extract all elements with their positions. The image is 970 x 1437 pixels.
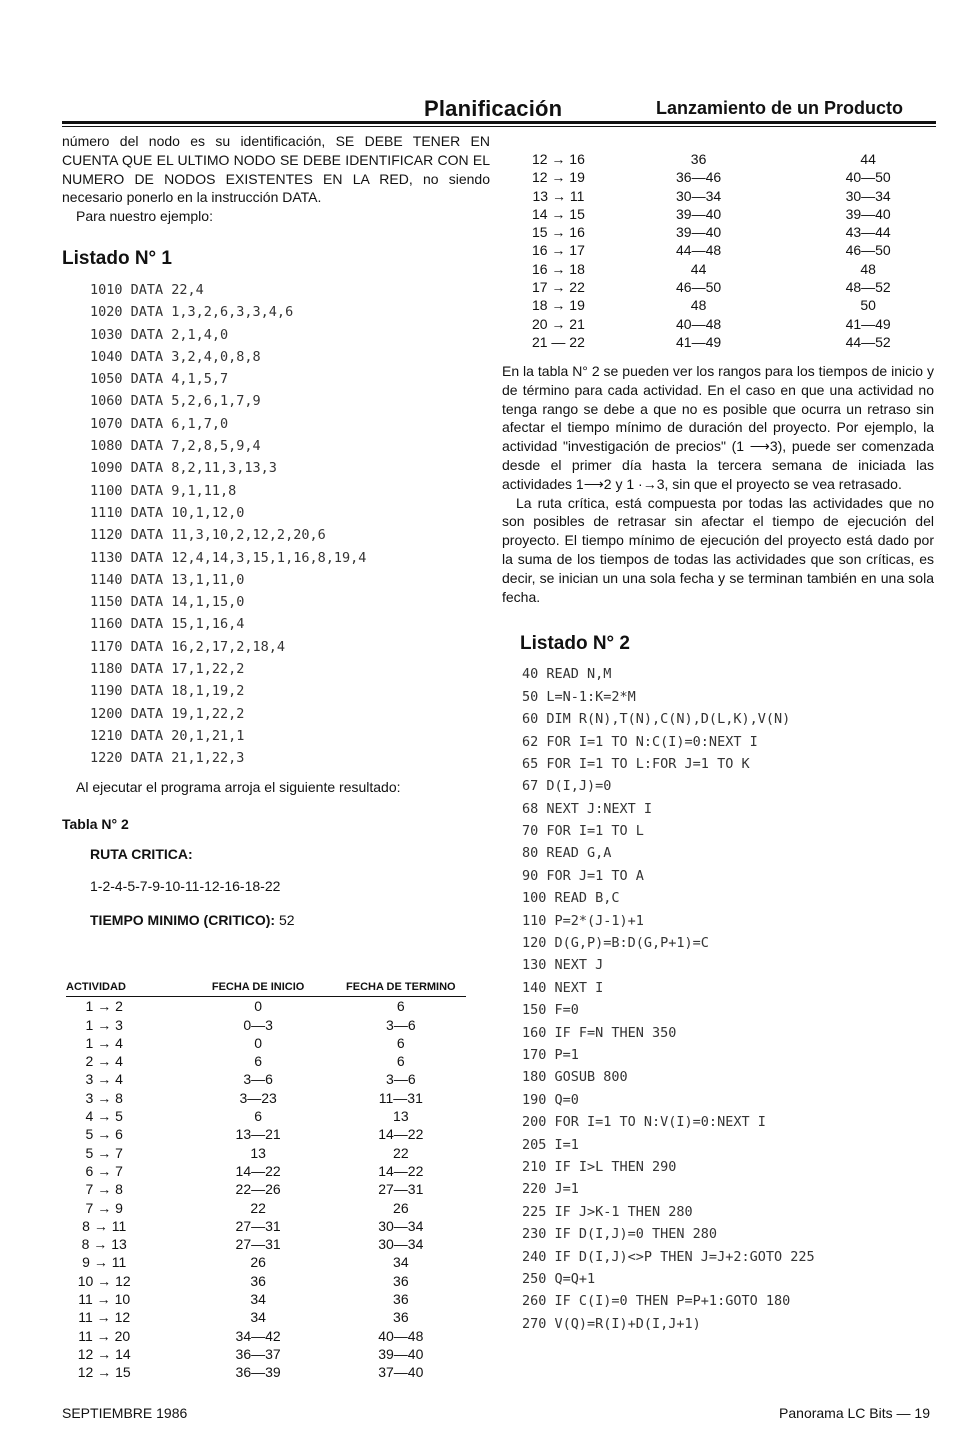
cell-gap: [142, 1144, 203, 1162]
ruta-critica-label: RUTA CRITICA:: [90, 846, 193, 863]
cell-actividad: 18 → 19: [531, 297, 585, 314]
cell-gap: [597, 223, 631, 241]
cell-fecha-inicio: 39—40: [676, 224, 722, 241]
cell-fecha-termino: 3—6: [386, 1016, 416, 1033]
cell-gap: [142, 1345, 203, 1363]
table-header-row: [66, 978, 466, 997]
code-line: 1120 DATA 11,3,10,2,12,2,20,6: [90, 527, 326, 544]
header-rule: [62, 121, 936, 124]
table-row: [520, 296, 936, 314]
cell-fecha-termino: 14—22: [378, 1126, 424, 1143]
cell-gap: [142, 997, 203, 1016]
cell-gap: [766, 333, 800, 351]
table-row: [66, 1199, 466, 1217]
cell-gap: [597, 187, 631, 205]
code-line: 1150 DATA 14,1,15,0: [90, 594, 245, 611]
cell-actividad: 12 → 16: [531, 151, 585, 167]
table-row: [66, 1125, 466, 1143]
cell-gap: [142, 1199, 203, 1217]
cell-gap: [313, 1144, 335, 1162]
cell-gap: [313, 1016, 335, 1034]
cell-gap: [766, 315, 800, 333]
cell-actividad: 1 → 3: [85, 1016, 123, 1033]
cell-fecha-termino: 44—52: [845, 333, 891, 350]
table-row: [66, 997, 466, 1016]
table-row: [66, 1235, 466, 1253]
header-actividad: ACTIVIDAD: [66, 978, 142, 997]
cell-actividad: 2 → 4: [85, 1053, 123, 1070]
code-line: 62 FOR I=1 TO N:C(I)=0:NEXT I: [522, 733, 758, 750]
code-line: 225 IF J>K-1 THEN 280: [522, 1203, 693, 1220]
table-row: [66, 1180, 466, 1198]
cell-gap: [142, 1016, 203, 1034]
cell-gap: [313, 1180, 335, 1198]
table-row: [66, 1363, 466, 1381]
cell-fecha-termino: 11—31: [378, 1089, 423, 1106]
code-line: 1160 DATA 15,1,16,4: [90, 616, 245, 633]
cell-actividad: 8 → 13: [81, 1236, 127, 1253]
cell-gap: [313, 1052, 335, 1070]
cell-actividad: 12 → 19: [531, 169, 585, 186]
cell-actividad: 3 → 8: [85, 1089, 123, 1106]
cell-fecha-inicio: 22: [250, 1199, 266, 1216]
cell-fecha-termino: 30—34: [845, 187, 891, 204]
table-row: [66, 1144, 466, 1162]
cell-fecha-inicio: 41—49: [676, 333, 722, 350]
cell-fecha-inicio: 36: [690, 151, 707, 167]
cell-gap: [313, 1125, 335, 1143]
table-row: [520, 150, 936, 168]
footer-date: SEPTIEMBRE 1986: [62, 1405, 188, 1421]
cell-gap: [766, 241, 800, 259]
table-row: [520, 260, 936, 278]
table-row: [66, 1107, 466, 1125]
ruta-critica-value: 1-2-4-5-7-9-10-11-12-16-18-22: [90, 878, 281, 895]
code-line: 1190 DATA 18,1,19,2: [90, 683, 245, 700]
cell-actividad: 13 → 11: [532, 187, 585, 204]
cell-fecha-termino: 26: [393, 1199, 409, 1216]
code-line: 1010 DATA 22,4: [90, 281, 204, 298]
cell-fecha-inicio: 36—39: [235, 1364, 281, 1381]
code-line: 1020 DATA 1,3,2,6,3,3,4,6: [90, 304, 294, 321]
cell-fecha-inicio: 34: [250, 1309, 266, 1326]
table-row: [520, 241, 936, 259]
cell-gap: [142, 1070, 203, 1088]
cell-actividad: 11 → 12: [78, 1309, 131, 1326]
code-line: 1100 DATA 9,1,11,8: [90, 482, 237, 499]
cell-actividad: 4 → 5: [85, 1108, 123, 1125]
cell-actividad: 6 → 7: [85, 1162, 123, 1179]
cell-actividad: 5 → 6: [85, 1126, 123, 1143]
cell-gap: [313, 1235, 335, 1253]
cell-gap: [142, 1089, 203, 1107]
cell-gap: [313, 1070, 335, 1088]
cell-actividad: 20 → 21: [531, 315, 585, 332]
code-line: 130 NEXT J: [522, 957, 604, 974]
code-line: 1180 DATA 17,1,22,2: [90, 661, 245, 678]
cell-fecha-termino: 40—50: [845, 169, 891, 186]
code-line: 1200 DATA 19,1,22,2: [90, 705, 245, 722]
cell-gap: [313, 1217, 335, 1235]
listing-1: [90, 279, 490, 770]
section-title: Planificación: [424, 96, 563, 121]
explanation-paragraph-2: La ruta crítica, está compuesta por todas las actividades que no son posibles de retrasar sin afectar el tiempo de ejecución del proyecto. El tiempo mínimo de ejecución del proyecto está dado por la suma de los tiempos de todas las actividades que son críticas, es decir, se inician un una sola fecha y se terminan también en una sola fecha.: [502, 494, 934, 605]
cell-gap: [597, 296, 631, 314]
listing-2: [522, 663, 934, 1335]
cell-fecha-termino: 46—50: [845, 242, 891, 259]
code-line: 1220 DATA 21,1,22,3: [90, 750, 245, 767]
cell-fecha-inicio: 3—6: [243, 1071, 273, 1088]
cell-actividad: 7 → 8: [85, 1181, 123, 1198]
activity-table-continued-body: [520, 150, 936, 351]
table-row: [66, 1253, 466, 1271]
cell-actividad: 7 → 9: [85, 1199, 123, 1216]
cell-gap: [142, 1363, 203, 1381]
right-column: [502, 362, 934, 1335]
code-line: 190 Q=0: [522, 1091, 579, 1108]
table-row: [66, 1272, 466, 1290]
cell-gap: [313, 1089, 335, 1107]
header-fecha-inicio: FECHA DE INICIO: [203, 978, 313, 997]
cell-gap: [313, 1363, 335, 1381]
cell-gap: [142, 1290, 203, 1308]
table-row: [520, 187, 936, 205]
cell-fecha-inicio: 13: [250, 1144, 266, 1161]
cell-fecha-inicio: 36: [250, 1272, 266, 1289]
table-row: [66, 1345, 466, 1363]
cell-gap: [142, 1107, 203, 1125]
cell-fecha-inicio: 30—34: [676, 187, 722, 204]
cell-gap: [142, 1180, 203, 1198]
code-line: 230 IF D(I,J)=0 THEN 280: [522, 1226, 718, 1243]
cell-fecha-termino: 36: [393, 1309, 409, 1326]
table-row: [66, 1089, 466, 1107]
cell-gap: [142, 1034, 203, 1052]
code-line: 150 F=0: [522, 1002, 579, 1019]
code-line: 180 GOSUB 800: [522, 1069, 628, 1086]
cell-actividad: 3 → 4: [85, 1071, 123, 1088]
table-row: [520, 223, 936, 241]
cell-gap: [766, 278, 800, 296]
table-row: [66, 1290, 466, 1308]
code-line: 205 I=1: [522, 1136, 579, 1153]
activity-table-body: [66, 997, 466, 1382]
cell-actividad: 21 — 22: [531, 333, 585, 350]
cell-gap: [313, 1107, 335, 1125]
cell-fecha-inicio: 34: [250, 1291, 266, 1308]
cell-fecha-inicio: 27—31: [235, 1236, 281, 1253]
cell-fecha-termino: 50: [860, 297, 876, 314]
cell-fecha-inicio: 44: [690, 260, 707, 277]
cell-fecha-termino: 40—48: [378, 1327, 424, 1344]
cell-actividad: 1 → 2: [85, 998, 123, 1015]
cell-fecha-termino: 27—31: [378, 1181, 424, 1198]
left-column: [62, 132, 490, 928]
cell-fecha-termino: 48—52: [845, 279, 891, 296]
explanation-paragraph-1: En la tabla N° 2 se pueden ver los rangos para los tiempos de inicio y de término para cada actividad. En el caso en que una actividad no tenga rango se debe a que no es posible que ocurra un retraso sin afectar el tiempo mínimo de duración del proyecto. Por ejemplo, la actividad "investigación de precios" (1 ⟶3), puede ser comenzada desde el primer día hasta la tercera semana de iniciada las actividades 1⟶2 y 1 ·→3, sin que el proyecto se vea retrasado.: [502, 363, 934, 492]
listing-1-title: Listado N° 1: [62, 247, 173, 269]
cell-gap: [597, 278, 631, 296]
cell-actividad: 17 → 22: [531, 279, 585, 296]
cell-gap: [142, 1308, 203, 1326]
cell-actividad: 11 → 10: [78, 1291, 131, 1308]
cell-fecha-termino: 39—40: [378, 1345, 424, 1362]
cell-actividad: 9 → 11: [82, 1254, 127, 1271]
code-line: 250 Q=Q+1: [522, 1270, 596, 1287]
code-line: 240 IF D(I,J)<>P THEN J=J+2:GOTO 225: [522, 1248, 815, 1265]
cell-fecha-inicio: 44—48: [676, 242, 722, 259]
cell-fecha-inicio: 36—46: [676, 169, 722, 186]
cell-fecha-termino: 44: [860, 151, 876, 167]
cell-actividad: 12 → 15: [77, 1364, 131, 1381]
cell-gap: [597, 205, 631, 223]
cell-fecha-termino: 6: [396, 1034, 405, 1051]
intro-paragraph: número del nodo es su identificación, SE DEBE TENER EN CUENTA QUE EL ULTIMO NODO SE DEBE IDENTIFICAR CON EL NUMERO DE NODOS EXISTENTES EN LA RED, no siendo necesario ponerlo en la instrucción DATA.: [62, 133, 490, 206]
cell-gap: [142, 1052, 203, 1070]
cell-gap: [313, 1272, 335, 1290]
code-line: 1110 DATA 10,1,12,0: [90, 504, 245, 521]
cell-fecha-termino: 6: [396, 998, 405, 1015]
header-fecha-termino: FECHA DE TERMINO: [336, 978, 466, 997]
code-line: 1140 DATA 13,1,11,0: [90, 571, 245, 588]
table-row: [66, 1162, 466, 1180]
code-line: 1170 DATA 16,2,17,2,18,4: [90, 638, 286, 655]
cell-gap: [766, 223, 800, 241]
code-line: 90 FOR J=1 TO A: [522, 867, 644, 884]
cell-fecha-termino: 14—22: [378, 1162, 424, 1179]
cell-fecha-termino: 13: [393, 1108, 409, 1125]
code-line: 210 IF I>L THEN 290: [522, 1158, 677, 1175]
cell-fecha-termino: 34: [393, 1254, 409, 1271]
header-gap: [142, 978, 203, 997]
code-line: 1070 DATA 6,1,7,0: [90, 415, 229, 432]
cell-gap: [313, 1253, 335, 1271]
cell-gap: [766, 205, 800, 223]
tiempo-minimo: [90, 912, 490, 928]
cell-fecha-inicio: 0: [254, 998, 263, 1015]
code-line: 1050 DATA 4,1,5,7: [90, 371, 229, 388]
cell-actividad: 11 → 20: [78, 1327, 131, 1344]
code-line: 40 READ N,M: [522, 666, 612, 683]
code-line: 67 D(I,J)=0: [522, 778, 612, 795]
cell-fecha-inicio: 26: [250, 1254, 266, 1271]
cell-gap: [597, 241, 631, 259]
cell-actividad: 5 → 7: [85, 1144, 123, 1161]
code-line: 260 IF C(I)=0 THEN P=P+1:GOTO 180: [522, 1293, 791, 1310]
header-rule-thin: [62, 126, 936, 127]
cell-fecha-termino: 6: [396, 1053, 405, 1070]
cell-fecha-termino: 30—34: [378, 1236, 424, 1253]
cell-fecha-termino: 43—44: [845, 224, 891, 241]
cell-fecha-inicio: 36—37: [235, 1345, 281, 1362]
cell-fecha-termino: 41—49: [845, 315, 891, 332]
table-row: [66, 1308, 466, 1326]
cell-gap: [142, 1125, 203, 1143]
cell-actividad: 12 → 14: [77, 1345, 131, 1362]
cell-gap: [597, 315, 631, 333]
cell-fecha-termino: 3—6: [386, 1071, 416, 1088]
code-line: 1130 DATA 12,4,14,3,15,1,16,8,19,4: [90, 549, 367, 566]
cell-actividad: 1 → 4: [85, 1034, 123, 1051]
cell-gap: [313, 1327, 335, 1345]
cell-gap: [766, 187, 800, 205]
table-row: [520, 278, 936, 296]
activity-table: [66, 978, 466, 1382]
code-line: 1030 DATA 2,1,4,0: [90, 326, 229, 343]
cell-gap: [313, 1162, 335, 1180]
cell-actividad: 14 → 15: [531, 205, 585, 222]
cell-gap: [142, 1235, 203, 1253]
code-line: 220 J=1: [522, 1181, 579, 1198]
code-line: 270 V(Q)=R(I)+D(I,J+1): [522, 1315, 701, 1332]
code-line: 68 NEXT J:NEXT I: [522, 800, 653, 817]
table-row: [520, 168, 936, 186]
table-row: [66, 1327, 466, 1345]
example-paragraph: Para nuestro ejemplo:: [76, 208, 213, 225]
code-line: 100 READ B,C: [522, 890, 620, 907]
code-line: 1080 DATA 7,2,8,5,9,4: [90, 438, 261, 455]
table-row: [66, 1070, 466, 1088]
article-title: Lanzamiento de un Producto: [656, 98, 904, 118]
cell-gap: [313, 997, 335, 1016]
code-line: 1090 DATA 8,2,11,3,13,3: [90, 460, 277, 477]
table-row: [520, 333, 936, 351]
cell-fecha-inicio: 0—3: [243, 1016, 273, 1033]
cell-actividad: 16 → 18: [531, 260, 585, 277]
code-line: 1060 DATA 5,2,6,1,7,9: [90, 393, 261, 410]
cell-gap: [597, 333, 631, 351]
cell-gap: [142, 1217, 203, 1235]
cell-gap: [766, 260, 800, 278]
activity-table-continued: [520, 150, 936, 351]
cell-gap: [313, 1034, 335, 1052]
cell-fecha-inicio: 27—31: [235, 1217, 281, 1234]
cell-fecha-inicio: 6: [254, 1108, 263, 1125]
code-line: 200 FOR I=1 TO N:V(I)=0:NEXT I: [522, 1114, 766, 1131]
cell-actividad: 16 → 17: [531, 242, 585, 259]
code-line: 50 L=N-1:K=2*M: [522, 688, 636, 705]
cell-fecha-termino: 36: [393, 1291, 409, 1308]
table-row: [66, 1217, 466, 1235]
cell-fecha-inicio: 0: [254, 1034, 263, 1051]
cell-gap: [313, 1290, 335, 1308]
cell-gap: [597, 260, 631, 278]
code-line: 65 FOR I=1 TO L:FOR J=1 TO K: [522, 755, 750, 772]
cell-fecha-termino: 30—34: [378, 1217, 424, 1234]
code-line: 70 FOR I=1 TO L: [522, 823, 644, 840]
cell-fecha-termino: 22: [393, 1144, 409, 1161]
cell-gap: [313, 1345, 335, 1363]
code-line: 80 READ G,A: [522, 845, 612, 862]
cell-gap: [142, 1253, 203, 1271]
cell-actividad: 10 → 12: [77, 1272, 131, 1289]
tiempo-minimo-label: TIEMPO MINIMO (CRITICO):: [90, 912, 276, 929]
cell-fecha-termino: 36: [393, 1272, 409, 1289]
cell-gap: [766, 296, 800, 314]
cell-fecha-inicio: 40—48: [676, 315, 722, 332]
cell-fecha-termino: 48: [860, 260, 876, 277]
cell-gap: [313, 1199, 335, 1217]
cell-gap: [597, 168, 631, 186]
header-gap-2: [313, 978, 335, 997]
cell-fecha-inicio: 46—50: [676, 279, 722, 296]
cell-fecha-inicio: 48: [690, 297, 707, 314]
cell-fecha-termino: 37—40: [378, 1364, 424, 1381]
cell-actividad: 8 → 11: [82, 1217, 127, 1234]
code-line: 160 IF F=N THEN 350: [522, 1024, 677, 1041]
code-line: 140 NEXT I: [522, 979, 604, 996]
code-line: 1210 DATA 20,1,21,1: [90, 727, 245, 744]
footer-page: Panorama LC Bits — 19: [779, 1405, 930, 1421]
table-row: [66, 1034, 466, 1052]
cell-gap: [766, 168, 800, 186]
cell-gap: [142, 1162, 203, 1180]
code-line: 1040 DATA 3,2,4,0,8,8: [90, 348, 261, 365]
cell-actividad: 15 → 16: [531, 224, 585, 241]
code-line: 120 D(G,P)=B:D(G,P+1)=C: [522, 935, 709, 952]
cell-fecha-inicio: 14—22: [235, 1162, 281, 1179]
cell-gap: [142, 1327, 203, 1345]
table-row: [66, 1016, 466, 1034]
cell-gap: [313, 1308, 335, 1326]
cell-gap: [766, 150, 800, 168]
cell-fecha-termino: 39—40: [845, 205, 891, 222]
cell-gap: [142, 1272, 203, 1290]
result-intro: Al ejecutar el programa arroja el siguiente resultado:: [76, 778, 401, 795]
table-row: [520, 205, 936, 223]
listing-2-title: Listado N° 2: [520, 633, 631, 655]
tiempo-minimo-value: 52: [278, 912, 295, 929]
table-2-title: Tabla N° 2: [62, 816, 129, 833]
cell-fecha-inicio: 22—26: [235, 1181, 281, 1198]
table-row: [66, 1052, 466, 1070]
cell-fecha-inicio: 34—42: [235, 1327, 281, 1344]
code-line: 170 P=1: [522, 1047, 579, 1063]
cell-gap: [597, 150, 631, 168]
cell-fecha-inicio: 3—23: [239, 1089, 277, 1106]
cell-fecha-inicio: 39—40: [676, 205, 722, 222]
table-row: [520, 315, 936, 333]
cell-fecha-inicio: 13—21: [235, 1126, 281, 1143]
code-line: 60 DIM R(N),T(N),C(N),D(L,K),V(N): [522, 711, 791, 728]
code-line: 110 P=2*(J-1)+1: [522, 912, 644, 929]
cell-fecha-inicio: 6: [254, 1053, 263, 1070]
